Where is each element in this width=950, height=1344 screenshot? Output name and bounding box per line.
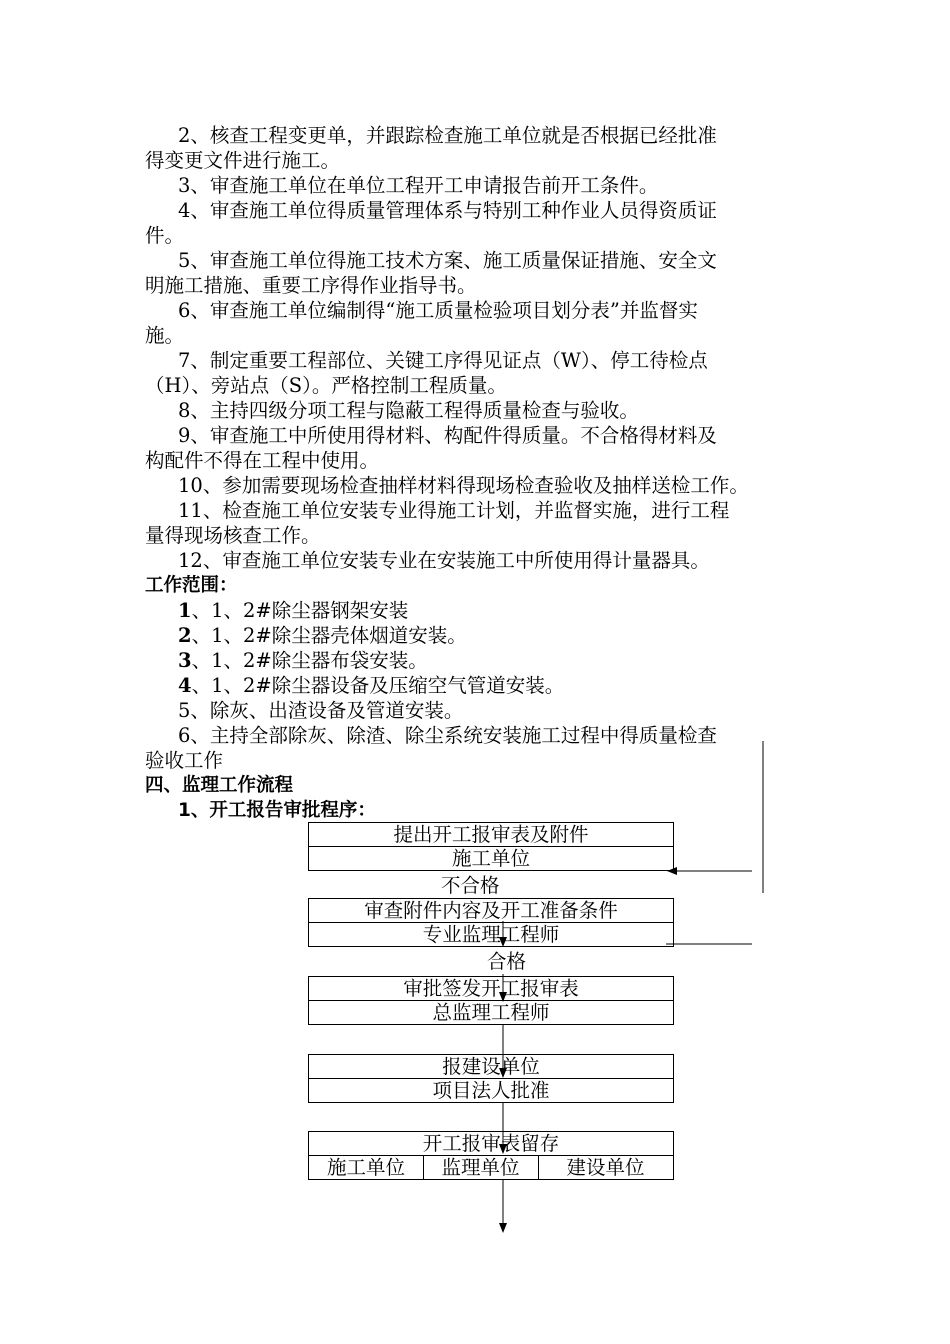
duty-11-line2: 量得现场核查工作。 bbox=[145, 524, 321, 547]
flow-step4-actor-box: 项目法人批准 bbox=[308, 1078, 674, 1103]
duty-7-line1: 7、制定重要工程部位、关键工序得见证点（W）、停工待检点 bbox=[178, 349, 708, 372]
scope-item-number: 4 bbox=[178, 674, 192, 697]
scope-item-5: 5、除灰、出渣设备及管道安装。 bbox=[178, 699, 464, 722]
duty-4-line1: 4、审查施工单位得质量管理体系与特别工种作业人员得资质证 bbox=[178, 199, 717, 222]
flow-pass-label: 合格 bbox=[487, 950, 527, 973]
scope-item-6: 6、主持全部除灰、除渣、除尘系统安装施工过程中得质量检查 bbox=[178, 724, 717, 747]
section-title: 四、监理工作流程 bbox=[145, 775, 294, 796]
flow-step2-title-box: 审查附件内容及开工准备条件 bbox=[308, 898, 674, 923]
scope-item-number: 2 bbox=[178, 624, 192, 647]
duty-6-line2: 施。 bbox=[145, 324, 185, 347]
scope-title: 工作范围： bbox=[145, 575, 238, 596]
duty-6-line1: 6、审查施工单位编制得“施工质量检验项目划分表”并监督实 bbox=[178, 299, 698, 322]
duty-9-line1: 9、审查施工中所使用得材料、构配件得质量。不合格得材料及 bbox=[178, 424, 717, 447]
flow-step4-title-box: 报建设单位 bbox=[308, 1054, 674, 1079]
scope-item-text: 、1、2#除尘器布袋安装。 bbox=[191, 649, 428, 672]
scope-item-number: 3 bbox=[178, 649, 192, 672]
flow-step5-actor-cell: 建设单位 bbox=[566, 1156, 645, 1179]
duty-8-line1: 8、主持四级分项工程与隐蔽工程得质量检查与验收。 bbox=[178, 399, 639, 422]
flow-step1-title-box: 提出开工报审表及附件 bbox=[308, 822, 674, 847]
duty-2-line2: 得变更文件进行施工。 bbox=[145, 149, 341, 172]
flow-step5-actor-cell: 监理单位 bbox=[423, 1156, 539, 1179]
flow-reject-label: 不合格 bbox=[441, 874, 500, 897]
duty-11-line1: 11、检查施工单位安装专业得施工计划，并监督实施，进行工程 bbox=[178, 499, 730, 522]
flow-step2-actor-box: 专业监理工程师 bbox=[308, 922, 674, 947]
duty-10-line1: 10、参加需要现场检查抽样材料得现场检查验收及抽样送检工作。 bbox=[178, 474, 749, 497]
duty-3-line1: 3、审查施工单位在单位工程开工申请报告前开工条件。 bbox=[178, 174, 659, 197]
duty-9-line2: 构配件不得在工程中使用。 bbox=[145, 449, 380, 472]
scope-item-6-cont: 验收工作 bbox=[145, 749, 224, 772]
scope-item-number: 1 bbox=[178, 599, 192, 622]
duty-4-line2: 件。 bbox=[145, 224, 185, 247]
duty-5-line2: 明施工措施、重要工序得作业指导书。 bbox=[145, 274, 477, 297]
flow-step5-actor-cell: 施工单位 bbox=[309, 1156, 424, 1179]
duty-5-line1: 5、审查施工单位得施工技术方案、施工质量保证措施、安全文 bbox=[178, 249, 717, 272]
duty-2-line1: 2、核查工程变更单，并跟踪检查施工单位就是否根据已经批准 bbox=[178, 124, 717, 147]
scope-item-text: 、1、2#除尘器壳体烟道安装。 bbox=[191, 624, 467, 647]
duty-7-line2: （H）、旁站点（S）。严格控制工程质量。 bbox=[145, 374, 507, 397]
flow-step3-actor-box: 总监理工程师 bbox=[308, 1000, 674, 1025]
flow-step5-title-box: 开工报审表留存 bbox=[308, 1131, 674, 1156]
flow-step1-actor-box: 施工单位 bbox=[308, 846, 674, 871]
subsection-title: 1、开工报告审批程序： bbox=[178, 800, 376, 821]
scope-item-text: 、1、2#除尘器钢架安装 bbox=[191, 599, 409, 622]
scope-item-text: 、1、2#除尘器设备及压缩空气管道安装。 bbox=[191, 674, 565, 697]
duty-12-line1: 12、审查施工单位安装专业在安装施工中所使用得计量器具。 bbox=[178, 549, 710, 572]
flow-step3-title-box: 审批签发开工报审表 bbox=[308, 976, 674, 1001]
